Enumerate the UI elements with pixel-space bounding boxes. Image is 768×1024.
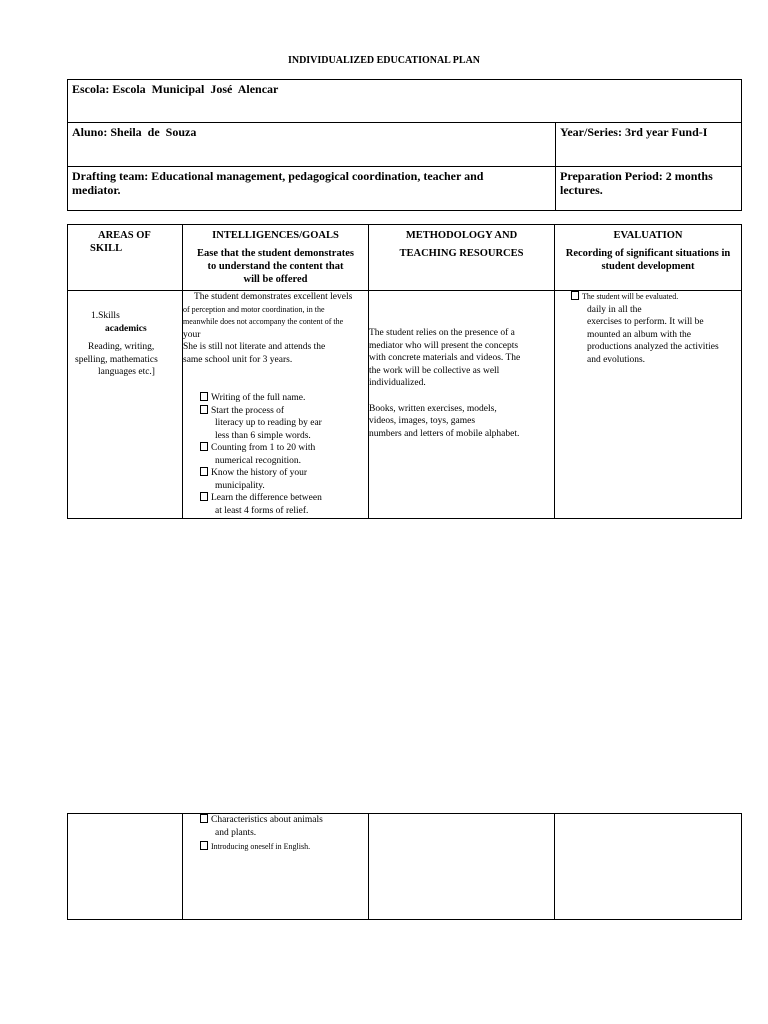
areas-line2: SKILL bbox=[90, 243, 123, 254]
eval-l6: and evolutions. bbox=[587, 354, 646, 365]
year-label: Year/Series: bbox=[560, 125, 622, 139]
goal-item: Introducing oneself in English. bbox=[200, 841, 368, 854]
eval-item: The student will be evaluated. bbox=[555, 291, 741, 304]
student-cell bbox=[68, 123, 556, 167]
goal-item: Counting from 1 to 20 with bbox=[200, 442, 368, 455]
goal-item-cont: at least 4 forms of relief. bbox=[215, 505, 309, 516]
goal-item: Writing of the full name. bbox=[200, 392, 368, 405]
goals-cell bbox=[183, 291, 369, 519]
goal-p6: same school unit for 3 years. bbox=[183, 354, 293, 365]
goal-item: Characteristics about animals bbox=[200, 814, 368, 827]
eval-l5: productions analyzed the activities bbox=[587, 342, 719, 352]
school-label: Escola: bbox=[72, 82, 110, 96]
prep-line1: Preparation Period: 2 months bbox=[560, 169, 713, 183]
goal-p5: She is still not literate and attends the bbox=[183, 342, 326, 352]
checkbox-icon bbox=[200, 467, 208, 476]
eval-sub1: Recording of significant situations in bbox=[565, 248, 731, 259]
school-value: Escola Municipal José Alencar bbox=[112, 82, 279, 96]
area-cell bbox=[68, 291, 183, 519]
cont-eval-cell bbox=[555, 814, 742, 920]
checkbox-icon bbox=[571, 291, 579, 300]
method-l6: Books, written exercises, models, bbox=[369, 403, 497, 414]
eval-l4: mounted an album with the bbox=[587, 329, 691, 340]
goal-item-cont: less than 6 simple words. bbox=[215, 430, 311, 441]
method-l2: mediator who will present the concepts bbox=[369, 340, 519, 351]
method-cell bbox=[369, 291, 555, 519]
area-line5: languages etc.] bbox=[98, 367, 155, 377]
checkbox-icon bbox=[200, 841, 208, 850]
checkbox-icon bbox=[200, 442, 208, 451]
header-eval bbox=[555, 225, 742, 291]
goal-p2: of perception and motor coordination, in the bbox=[183, 304, 325, 314]
checkbox-icon bbox=[200, 814, 208, 823]
area-line3: Reading, writing, bbox=[88, 342, 155, 352]
eval-l2: daily in all the bbox=[587, 304, 642, 315]
drafting-line2: mediator. bbox=[72, 183, 121, 197]
method-l7: videos, images, toys, games bbox=[369, 416, 476, 426]
goals-sub2: to understand the content that bbox=[207, 261, 344, 272]
method-title2: TEACHING RESOURCES bbox=[399, 248, 524, 259]
school-cell bbox=[68, 80, 742, 123]
goal-item: Learn the difference between bbox=[200, 492, 368, 505]
eval-title: EVALUATION bbox=[613, 230, 683, 241]
eval-sub2: student development bbox=[601, 261, 695, 272]
cont-goals-cell bbox=[183, 814, 369, 920]
goal-item-cont: municipality. bbox=[215, 480, 265, 491]
goal-item: Start the process of bbox=[200, 405, 368, 418]
method-l8: numbers and letters of mobile alphabet. bbox=[369, 428, 520, 439]
header-areas bbox=[68, 225, 183, 291]
eval-cell bbox=[555, 291, 742, 519]
method-l4: the work will be collective as well bbox=[369, 365, 500, 376]
checkbox-icon bbox=[200, 405, 208, 414]
goals-sub3: will be offered bbox=[243, 274, 308, 285]
checkbox-icon bbox=[200, 392, 208, 401]
checkbox-icon bbox=[200, 492, 208, 501]
eval-l3: exercises to perform. It will be bbox=[587, 317, 704, 327]
method-l3: with concrete materials and videos. The bbox=[369, 353, 521, 363]
year-cell bbox=[556, 123, 742, 167]
goal-p4: your bbox=[183, 329, 201, 340]
method-l5: individualized. bbox=[369, 378, 426, 388]
goals-title: INTELLIGENCES/GOALS bbox=[212, 230, 339, 241]
drafting-cell bbox=[68, 167, 556, 211]
method-title1: METHODOLOGY AND bbox=[405, 230, 518, 241]
plan-table bbox=[67, 224, 742, 519]
area-line2: academics bbox=[105, 323, 147, 334]
goal-item-cont: numerical recognition. bbox=[215, 455, 301, 466]
goal-item-cont: literacy up to reading by ear bbox=[215, 418, 322, 428]
year-value: 3rd year Fund-I bbox=[624, 125, 708, 139]
info-table bbox=[67, 79, 742, 211]
areas-line1: AREAS OF bbox=[98, 230, 151, 241]
area-line4: spelling, mathematics bbox=[75, 354, 158, 365]
prep-line2: lectures. bbox=[560, 183, 603, 197]
header-goals bbox=[183, 225, 369, 291]
student-value: Sheila de Souza bbox=[110, 125, 197, 139]
goal-item: Know the history of your bbox=[200, 467, 368, 480]
document-title: INDIVIDUALIZED EDUCATIONAL PLAN bbox=[287, 55, 481, 66]
header-method bbox=[369, 225, 555, 291]
cont-method-cell bbox=[369, 814, 555, 920]
goal-item-cont: and plants. bbox=[215, 827, 257, 838]
cont-area-cell bbox=[68, 814, 183, 920]
area-line1: 1.Skills bbox=[91, 311, 120, 321]
goals-sub1: Ease that the student demonstrates bbox=[197, 248, 354, 259]
prep-cell bbox=[556, 167, 742, 211]
method-l1: The student relies on the presence of a bbox=[369, 328, 515, 338]
student-label: Aluno: bbox=[72, 125, 108, 139]
goal-p3: meanwhile does not accompany the content of the bbox=[183, 317, 344, 326]
plan-table-continued bbox=[67, 813, 742, 920]
drafting-line1: Drafting team: Educational management, pedagogical coordination, teacher and bbox=[72, 169, 484, 183]
goal-p1: The student demonstrates excellent levels bbox=[194, 292, 353, 302]
